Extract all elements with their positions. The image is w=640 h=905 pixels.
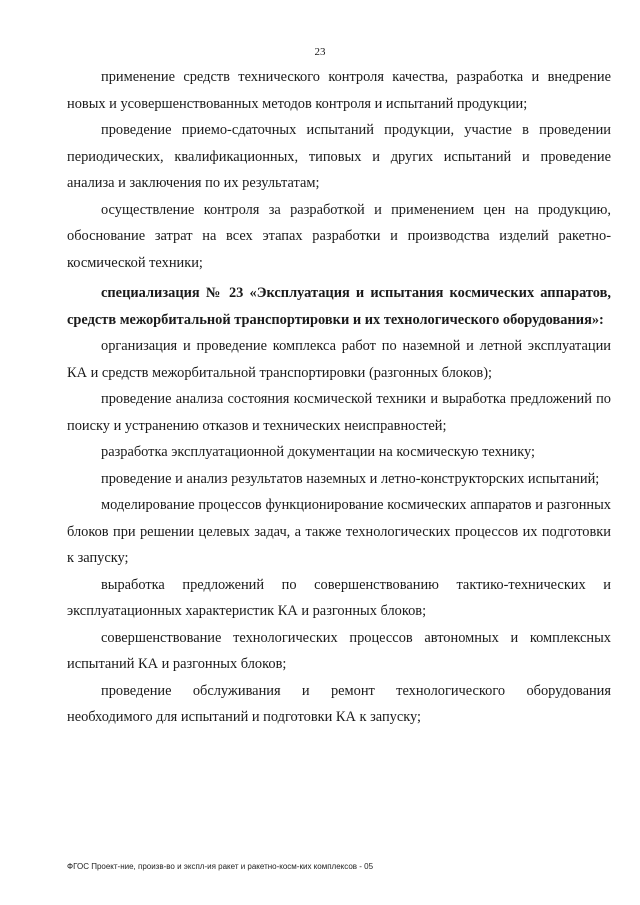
specialization-heading: специализация № 23 «Эксплуатация и испытания космических аппаратов, средств межорбитальной транспортировки и их технологического оборудования»: — [67, 285, 611, 328]
paragraph: выработка предложений по совершенствованию тактико-технических и эксплуатационных характеристик КА и разгонных блоков; — [67, 576, 611, 619]
paragraph: проведение анализа состояния космической техники и выработка предложений по поиску и устранению отказов и технических неисправностей; — [67, 391, 611, 434]
page-number: 23 — [314, 46, 326, 58]
paragraph: применение средств технического контроля качества, разработка и внедрение новых и усовершенствованных методов контроля и испытаний продукции; — [67, 69, 611, 112]
page-footer: ФГОС Проект-ние, произв-во и экспл-ия ракет и ракетно-косм-ких комплексов - 05 — [67, 862, 374, 871]
paragraph: проведение обслуживания и ремонт технологического оборудования необходимого для испытаний и подготовки КА к запуску; — [67, 682, 611, 725]
paragraph: осуществление контроля за разработкой и применением цен на продукцию, обоснование затрат на всех этапах разработки и производства изделий ракетно-космической техники; — [67, 201, 611, 271]
paragraph: разработка эксплуатационной документации на космическую технику; — [101, 444, 536, 460]
paragraph: совершенствование технологических процессов автономных и комплексных испытаний КА и разгонных блоков; — [67, 629, 611, 672]
paragraph: проведение и анализ результатов наземных и летно-конструкторских испытаний; — [101, 470, 600, 487]
document-body — [67, 64, 611, 731]
paragraph: организация и проведение комплекса работ по наземной и летной эксплуатации КА и средств межорбитальной транспортировки (разгонных блоков); — [67, 338, 611, 381]
paragraph: проведение приемо-сдаточных испытаний продукции, участие в проведении периодических, квалификационных, типовых и других испытаний и проведение анализа и заключения по их результатам; — [67, 122, 611, 191]
paragraph: моделирование процессов функционирование космических аппаратов и разгонных блоков при решении целевых задач, а также технологических процессов их подготовки к запуску; — [67, 497, 611, 566]
